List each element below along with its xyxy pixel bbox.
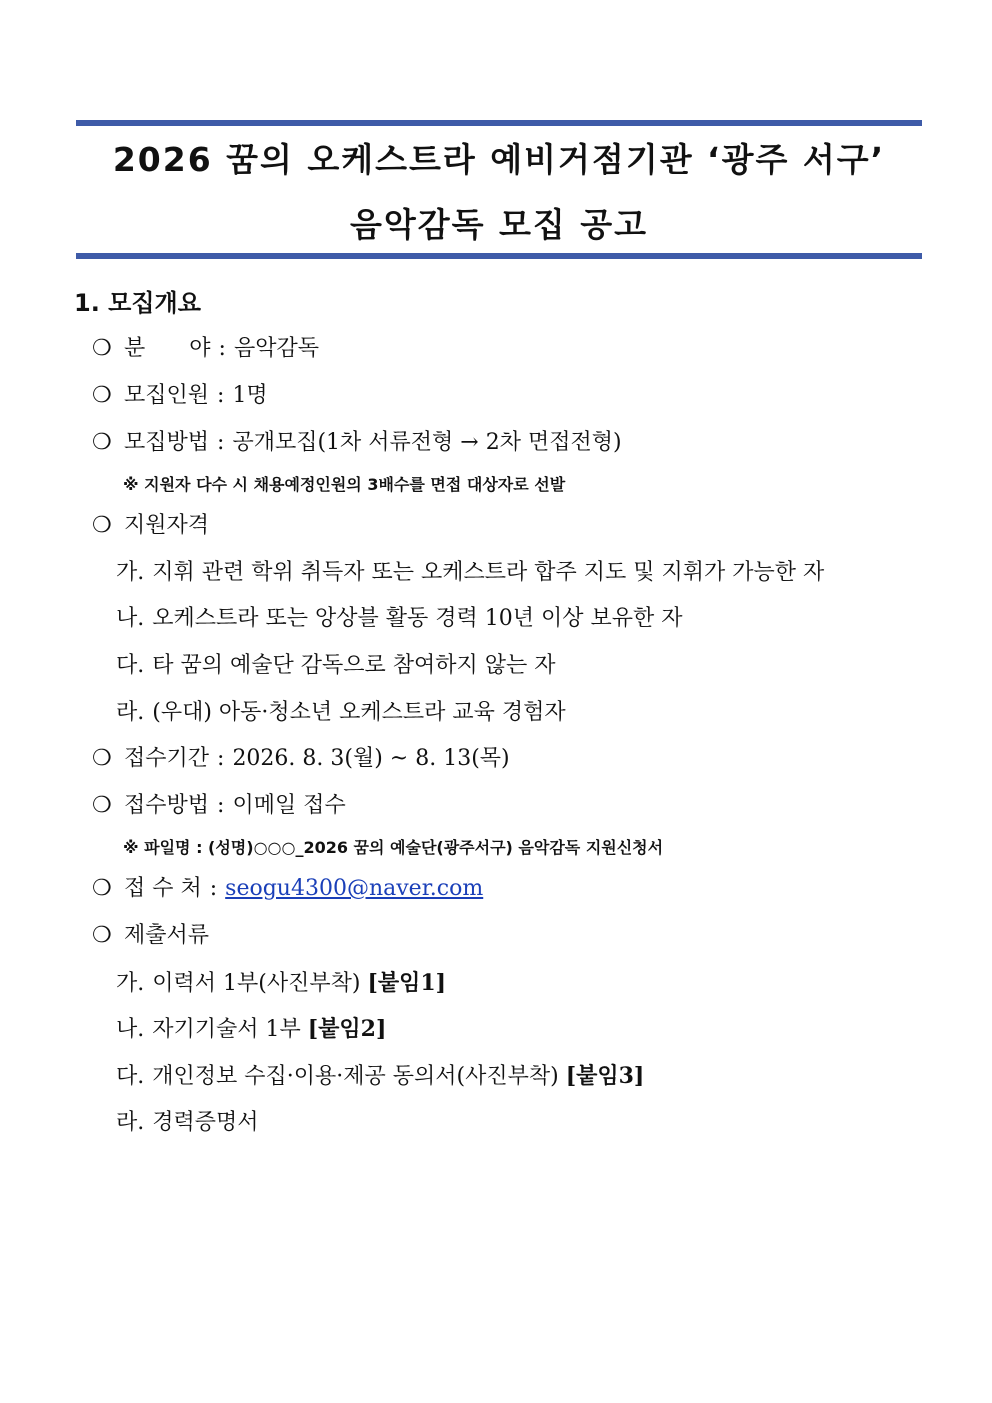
submission-note: ※ 파일명 : (성명)○○○_2026 꿈의 예술단(광주서구) 음악감독 지원신청서	[123, 838, 664, 857]
colon: :	[217, 383, 225, 408]
colon: :	[218, 336, 226, 361]
item-text: (우대) 아동·청소년 오케스트라 교육 경험자	[152, 700, 566, 725]
document-item	[116, 968, 446, 999]
field-label-b: 야	[189, 336, 211, 361]
title-bottom-rule	[76, 253, 922, 259]
item-marker: 가.	[116, 971, 145, 996]
submission-row	[92, 791, 346, 821]
method-note: ※ 지원자 다수 시 채용예정인원의 3배수를 면접 대상자로 선발	[123, 475, 566, 494]
attachment-tag: [붙임1]	[367, 970, 447, 996]
item-text: 오케스트라 또는 앙상블 활동 경력 10년 이상 보유한 자	[152, 606, 683, 631]
page-title-line1: 2026 꿈의 오케스트라 예비거점기관 ‘광주 서구’	[112, 140, 886, 179]
period-label: 접수기간	[124, 746, 210, 771]
section-heading: 1. 모집개요	[74, 289, 201, 317]
page-title-line2: 음악감독 모집 공고	[349, 205, 648, 244]
item-marker: 라.	[116, 1110, 145, 1135]
colon: :	[217, 746, 225, 771]
attachment-tag: [붙임2]	[307, 1016, 387, 1042]
bullet-icon: ❍	[92, 793, 112, 818]
colon: :	[217, 430, 225, 455]
headcount-label: 모집인원	[124, 383, 210, 408]
submission-value: 이메일 접수	[232, 793, 346, 818]
method-label: 모집방법	[124, 430, 210, 455]
item-marker: 가.	[116, 560, 145, 585]
item-text: 지휘 관련 학위 취득자 또는 오케스트라 합주 지도 및 지휘가 가능한 자	[152, 560, 825, 585]
qualification-item	[116, 604, 682, 634]
headcount-value: 1명	[232, 383, 268, 408]
qualification-label: 지원자격	[124, 513, 210, 538]
colon: :	[217, 793, 225, 818]
documents-label: 제출서류	[124, 923, 210, 948]
attachment-tag: [붙임3]	[565, 1063, 645, 1089]
document-item	[116, 1014, 386, 1045]
item-marker: 다.	[116, 1064, 145, 1089]
item-text: 개인정보 수집·이용·제공 동의서(사진부착)	[152, 1064, 559, 1089]
recipient-label: 접 수 처	[124, 876, 202, 901]
item-marker: 나.	[116, 1017, 145, 1042]
title-top-rule	[76, 120, 922, 126]
item-marker: 라.	[116, 700, 145, 725]
item-marker: 나.	[116, 606, 145, 631]
recipient-row	[92, 874, 483, 904]
bullet-icon: ❍	[92, 336, 112, 361]
bullet-icon: ❍	[92, 876, 112, 901]
item-text: 경력증명서	[152, 1110, 259, 1135]
bullet-icon: ❍	[92, 513, 112, 538]
recipient-email-link[interactable]: seogu4300@naver.com	[225, 876, 484, 901]
period-row	[92, 744, 510, 774]
documents-row	[92, 921, 209, 951]
period-value: 2026. 8. 3(월) ~ 8. 13(목)	[232, 746, 510, 771]
document-item	[116, 1108, 259, 1138]
bullet-icon: ❍	[92, 746, 112, 771]
document-item	[116, 1061, 644, 1092]
item-text: 타 꿈의 예술단 감독으로 참여하지 않는 자	[152, 653, 556, 678]
headcount-row	[92, 381, 268, 411]
qualification-item	[116, 698, 566, 728]
colon: :	[209, 876, 218, 901]
qualification-item	[116, 651, 556, 681]
bullet-icon: ❍	[92, 383, 112, 408]
field-label-a: 분	[124, 336, 146, 361]
method-value: 공개모집(1차 서류전형 → 2차 면접전형)	[232, 430, 622, 455]
bullet-icon: ❍	[92, 923, 112, 948]
qualification-row	[92, 511, 209, 541]
field-value: 음악감독	[233, 336, 319, 361]
item-text: 자기기술서 1부	[152, 1017, 301, 1042]
submission-label: 접수방법	[124, 793, 210, 818]
bullet-icon: ❍	[92, 430, 112, 455]
item-text: 이력서 1부(사진부착)	[152, 971, 361, 996]
qualification-item	[116, 558, 824, 588]
method-row	[92, 428, 622, 458]
item-marker: 다.	[116, 653, 145, 678]
field-row	[92, 334, 319, 364]
